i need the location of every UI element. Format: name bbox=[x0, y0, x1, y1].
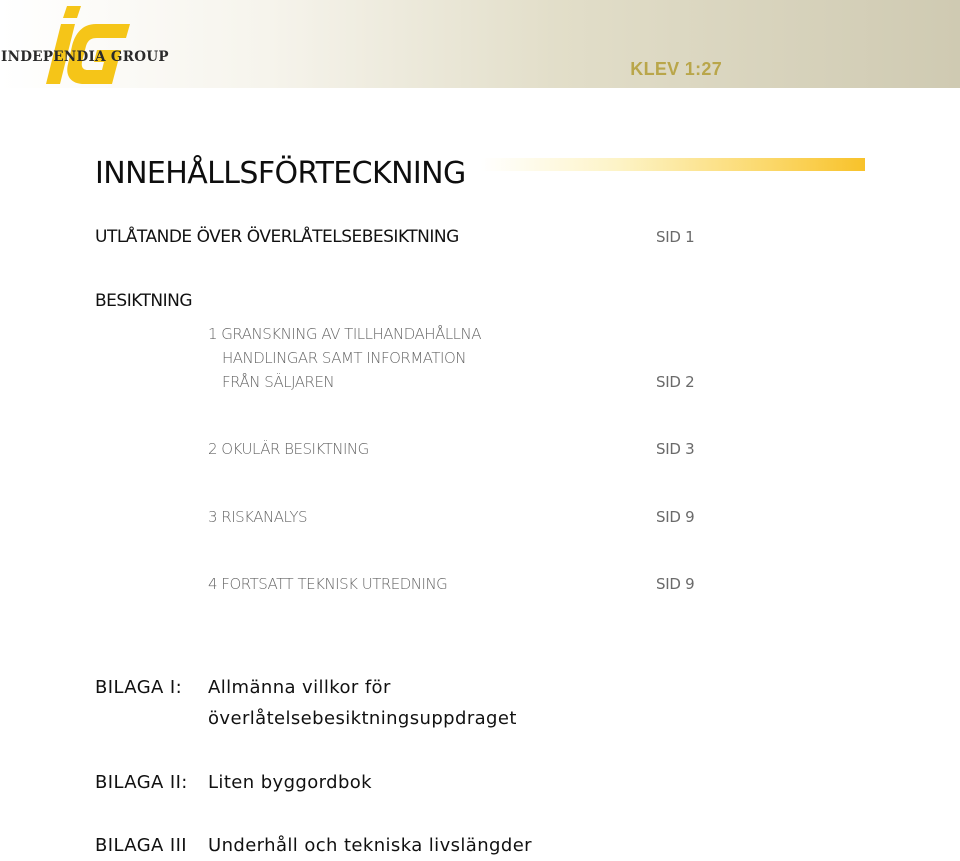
toc-besiktning-heading: BESIKTNING bbox=[95, 291, 193, 311]
toc-item-2-page: SID 3 bbox=[656, 440, 695, 458]
toc-utlatande-page: SID 1 bbox=[656, 228, 695, 246]
appendix-3-text: Underhåll och tekniska livslängder bbox=[208, 835, 532, 856]
appendix-1-line-1: Allmänna villkor för bbox=[208, 677, 391, 698]
toc-item-1-line-3: FRÅN SÄLJAREN bbox=[222, 373, 335, 391]
toc-item-1-line-1: 1 GRANSKNING AV TILLHANDAHÅLLNA bbox=[208, 325, 482, 343]
toc-item-3-label: 3 RISKANALYS bbox=[208, 508, 308, 526]
toc-item-1-line-2: HANDLINGAR SAMT INFORMATION bbox=[222, 349, 466, 367]
appendix-3-label: BILAGA III bbox=[95, 835, 188, 856]
appendix-1-line-2: överlåtelsebesiktningsuppdraget bbox=[208, 708, 517, 729]
toc-utlatande-label: UTLÅTANDE ÖVER ÖVERLÅTELSEBESIKTNING bbox=[95, 227, 459, 247]
appendix-2-label: BILAGA II: bbox=[95, 772, 188, 793]
page-title: INNEHÅLLSFÖRTECKNING bbox=[95, 156, 466, 191]
logo-text: INDEPENDIA GROUP bbox=[1, 49, 169, 65]
toc-item-4-label: 4 FORTSATT TEKNISK UTREDNING bbox=[208, 575, 448, 593]
toc-item-3-page: SID 9 bbox=[656, 508, 695, 526]
document-code: KLEV 1:27 bbox=[630, 59, 722, 79]
ig-logo-icon bbox=[34, 4, 134, 86]
appendix-2-text: Liten byggordbok bbox=[208, 772, 373, 793]
appendix-1-label: BILAGA I: bbox=[95, 677, 183, 698]
title-accent-bar bbox=[481, 158, 865, 171]
toc-item-1-page: SID 2 bbox=[656, 373, 695, 391]
toc-item-4-page: SID 9 bbox=[656, 575, 695, 593]
company-logo bbox=[0, 0, 170, 88]
toc-item-2-label: 2 OKULÄR BESIKTNING bbox=[208, 440, 369, 458]
